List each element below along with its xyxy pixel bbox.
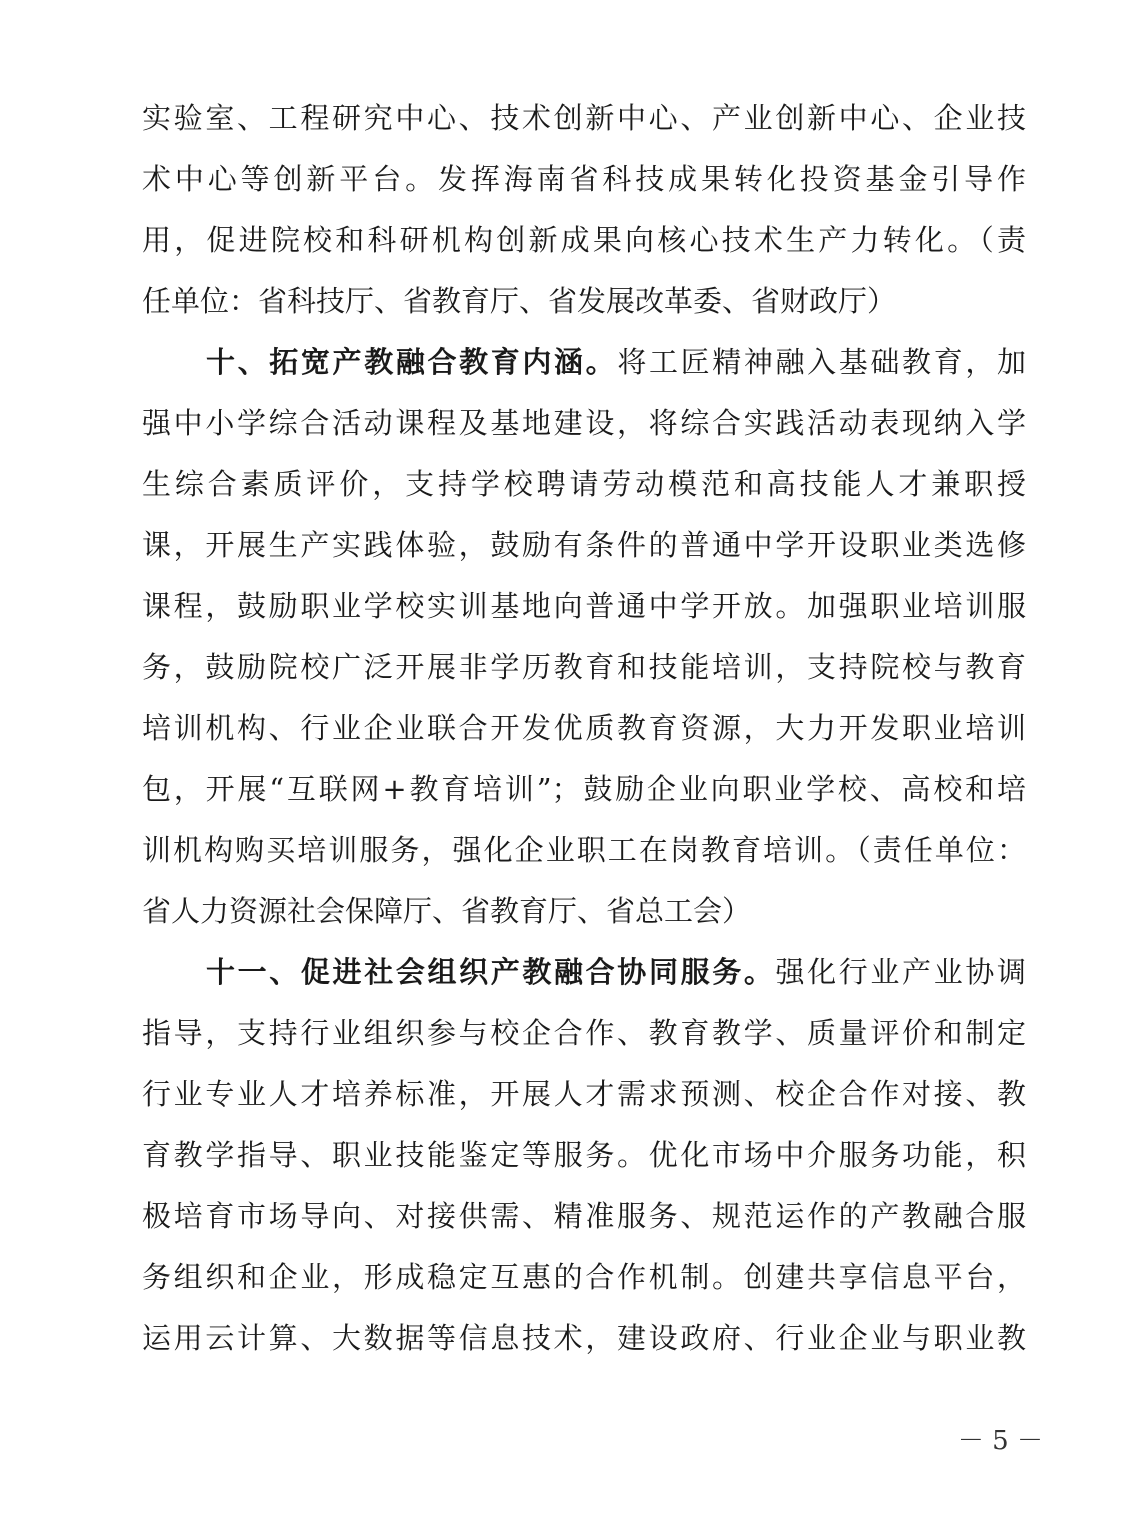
- section-first-line: [142, 942, 1026, 1003]
- text-line: 用，促进院校和科研机构创新成果向核心技术生产力转化。（责: [142, 223, 1026, 257]
- text-line: 培训机构、行业企业联合开发优质教育资源，大力开发职业培训: [142, 711, 1026, 745]
- text-line: 务，鼓励院校广泛开展非学历教育和技能培训，支持院校与教育: [142, 650, 1026, 684]
- text-line: 指导，支持行业组织参与校企合作、教育教学、质量评价和制定: [142, 1016, 1026, 1050]
- text-line: 行业专业人才培养标准，开展人才需求预测、校企合作对接、教: [142, 1077, 1026, 1111]
- section-10-first-text: 将工匠精神融入基础教育，加: [617, 345, 1026, 379]
- text-line: 训机构购买培训服务，强化企业职工在岗教育培训。（责任单位：: [142, 833, 1026, 867]
- section-11-heading: 十一、促进社会组织产教融合协同服务。: [206, 955, 776, 989]
- text-line: 强中小学综合活动课程及基地建设，将综合实践活动表现纳入学: [142, 406, 1026, 440]
- text-line: 实验室、工程研究中心、技术创新中心、产业创新中心、企业技: [142, 101, 1026, 135]
- text-line: 运用云计算、大数据等信息技术，建设政府、行业企业与职业教: [142, 1321, 1026, 1355]
- text-line: 务组织和企业，形成稳定互惠的合作机制。创建共享信息平台，: [142, 1260, 1026, 1294]
- text-line: 育教学指导、职业技能鉴定等服务。优化市场中介服务功能，积: [142, 1138, 1026, 1172]
- text-line: 极培育市场导向、对接供需、精准服务、规范运作的产教融合服: [142, 1199, 1026, 1233]
- text-line: 生综合素质评价，支持学校聘请劳动模范和高技能人才兼职授: [142, 467, 1026, 501]
- continued-paragraph: [142, 88, 1026, 332]
- text-line: 术中心等创新平台。发挥海南省科技成果转化投资基金引导作: [142, 162, 1026, 196]
- section-first-line: [142, 332, 1026, 393]
- section-10-paragraph: [142, 332, 1026, 942]
- document-body: [142, 88, 1026, 1369]
- page-number: － 5 －: [957, 1426, 1043, 1456]
- text-line: 课，开展生产实践体验，鼓励有条件的普通中学开设职业类选修: [142, 528, 1026, 562]
- text-line: 省人力资源社会保障厅、省教育厅、省总工会）: [142, 894, 752, 928]
- section-11-paragraph: [142, 942, 1026, 1369]
- text-line: 课程，鼓励职业学校实训基地向普通中学开放。加强职业培训服: [142, 589, 1026, 623]
- text-line: 任单位：省科技厅、省教育厅、省发展改革委、省财政厅）: [142, 284, 897, 318]
- section-11-first-text: 强化行业产业协调: [775, 955, 1026, 989]
- section-10-heading: 十、拓宽产教融合教育内涵。: [206, 345, 618, 379]
- text-line: 包，开展“互联网+教育培训”；鼓励企业向职业学校、高校和培: [142, 772, 1026, 806]
